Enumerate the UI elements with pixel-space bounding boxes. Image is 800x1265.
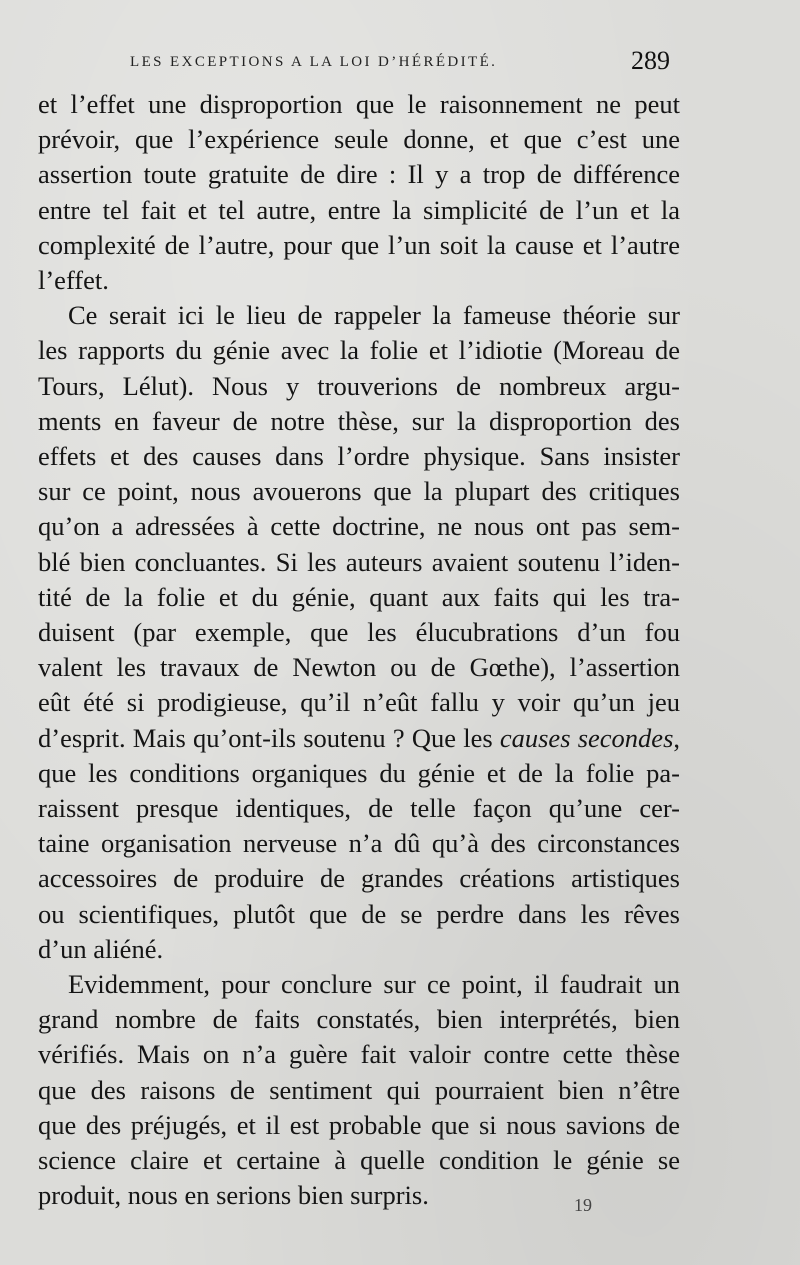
text-line: eût été si prodigieuse, qu’il n’eût fallu y voir qu’un jeu [38, 687, 680, 718]
text-line: effets et des causes dans l’ordre physique. Sans insister [38, 441, 680, 472]
text-line: Evidemment, pour conclure sur ce point, il faudrait un [68, 969, 680, 1000]
italic-suffix: , [673, 722, 681, 753]
paragraph-2 [38, 298, 680, 967]
text-line: assertion toute gratuite de dire : Il y a trop de différence [38, 159, 680, 190]
text-line: science claire et certaine à quelle condition le génie se [38, 1145, 680, 1176]
page-number: 289 [631, 46, 670, 75]
text-line: qu’on a adressées à cette doctrine, ne nous ont pas sem- [38, 511, 680, 542]
text-line: l’effet. [38, 265, 109, 296]
paragraph-1 [38, 87, 680, 298]
text-line: ou scientifiques, plutôt que de se perdre dans les rêves [38, 898, 680, 929]
text-line-with-italic [38, 721, 680, 756]
text-line: blé bien concluantes. Si les auteurs avaient soutenu l’iden- [38, 546, 680, 577]
text-line-start: d’esprit. Mais qu’ont-ils soutenu ? Que les [38, 722, 500, 753]
text-line: grand nombre de faits constatés, bien interprétés, bien [38, 1004, 680, 1035]
text-line: d’un aliéné. [38, 933, 164, 964]
text-line: Tours, Lélut). Nous y trouverions de nombreux argu- [38, 370, 680, 401]
italic-phrase: causes secondes [499, 722, 674, 753]
text-line: vérifiés. Mais on n’a guère fait valoir contre cette thèse [38, 1039, 680, 1070]
text-line: sur ce point, nous avouerons que la plupart des critiques [38, 476, 680, 507]
text-line: accessoires de produire de grandes créations artistiques [38, 863, 680, 894]
text-line: produit, nous en serions bien surpris. [38, 1180, 429, 1211]
text-line: duisent (par exemple, que les élucubrations d’un fou [38, 617, 680, 648]
signature-mark: 19 [574, 1195, 592, 1215]
text-line: que les conditions organiques du génie et de la folie pa- [38, 757, 680, 788]
text-line: prévoir, que l’expérience seule donne, et que c’est une [38, 124, 680, 155]
text-line: que des préjugés, et il est probable que si nous savions de [38, 1109, 680, 1140]
text-line: taine organisation nerveuse n’a dû qu’à des circonstances [38, 828, 680, 859]
text-line: Ce serait ici le lieu de rappeler la fameuse théorie sur [68, 300, 680, 331]
text-line: complexité de l’autre, pour que l’un soit la cause et l’autre [38, 229, 680, 260]
running-head [40, 46, 670, 76]
text-line: entre tel fait et tel autre, entre la simplicité de l’un et la [38, 194, 680, 225]
text-line: valent les travaux de Newton ou de Gœthe), l’assertion [38, 652, 680, 683]
text-line: tité de la folie et du génie, quant aux faits qui les tra- [38, 581, 680, 612]
body-text [38, 87, 680, 1214]
paragraph-3 [38, 967, 680, 1213]
text-line: les rapports du génie avec la folie et l’idiotie (Moreau de [38, 335, 680, 366]
text-line: et l’effet une disproportion que le raisonnement ne peut [38, 89, 680, 119]
running-title: LES EXCEPTIONS A LA LOI D’HÉRÉDITÉ. [130, 54, 498, 70]
text-line: raissent presque identiques, de telle façon qu’une cer- [38, 793, 680, 824]
text-line: ments en faveur de notre thèse, sur la disproportion des [38, 405, 680, 436]
text-line: que des raisons de sentiment qui pourraient bien n’être [38, 1074, 680, 1105]
